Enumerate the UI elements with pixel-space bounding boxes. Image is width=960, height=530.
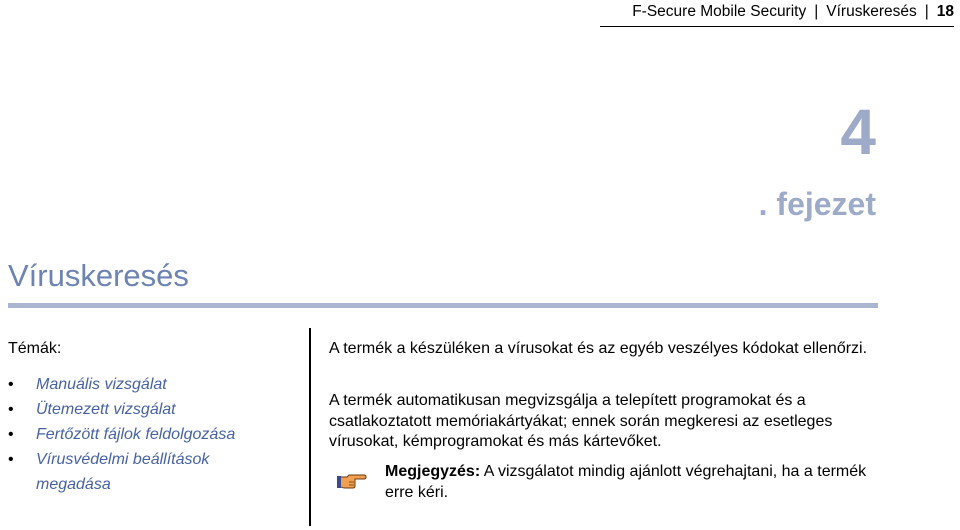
page-number: 18 <box>936 3 954 20</box>
header-product: F-Secure Mobile Security <box>632 3 807 20</box>
topic-link-virus-settings[interactable] <box>8 447 288 497</box>
topic-label: Fertőzött fájlok feldolgozása <box>36 426 236 443</box>
topics-list <box>8 372 288 497</box>
column-divider <box>309 328 311 526</box>
topic-label: Vírusvédelmi beállítások megadása <box>36 451 210 493</box>
topic-label: Ütemezett vizsgálat <box>36 401 176 418</box>
bullet: • <box>8 401 14 418</box>
topic-label: Manuális vizsgálat <box>36 376 167 393</box>
header-separator: | <box>814 3 819 20</box>
page-title: Víruskeresés <box>8 258 189 293</box>
note-label: Megjegyzés: <box>385 463 481 480</box>
running-header <box>632 0 954 24</box>
title-underline <box>8 303 878 308</box>
header-section: Víruskeresés <box>826 3 917 20</box>
bullet: • <box>8 426 14 443</box>
header-separator: | <box>924 3 929 20</box>
description-paragraph: A termék automatikusan megvizsgálja a telepített programokat és a csatlakoztatott memóriakártyákat; ennek során megkeresi az esetleges vírusokat, kémprogramokat és más kártevőket. <box>329 392 833 450</box>
topic-link-manual-scan[interactable] <box>8 372 288 397</box>
chapter-label: . fejezet <box>758 186 876 222</box>
chapter-number: 4 <box>840 96 876 168</box>
intro-paragraph: A termék a készüléken a vírusokat és az egyéb veszélyes kódokat ellenőrzi. <box>329 340 868 357</box>
topics-heading: Témák: <box>8 340 62 357</box>
pointing-hand-icon <box>337 470 367 490</box>
topic-link-scheduled-scan[interactable] <box>8 397 288 422</box>
note-text <box>385 462 885 503</box>
topic-link-infected-files[interactable] <box>8 422 288 447</box>
header-divider <box>600 26 954 27</box>
bullet: • <box>8 376 14 393</box>
note-body: A vizsgálatot mindig ajánlott végrehajtani, ha a termék erre kéri. <box>385 463 867 501</box>
bullet: • <box>8 451 14 468</box>
